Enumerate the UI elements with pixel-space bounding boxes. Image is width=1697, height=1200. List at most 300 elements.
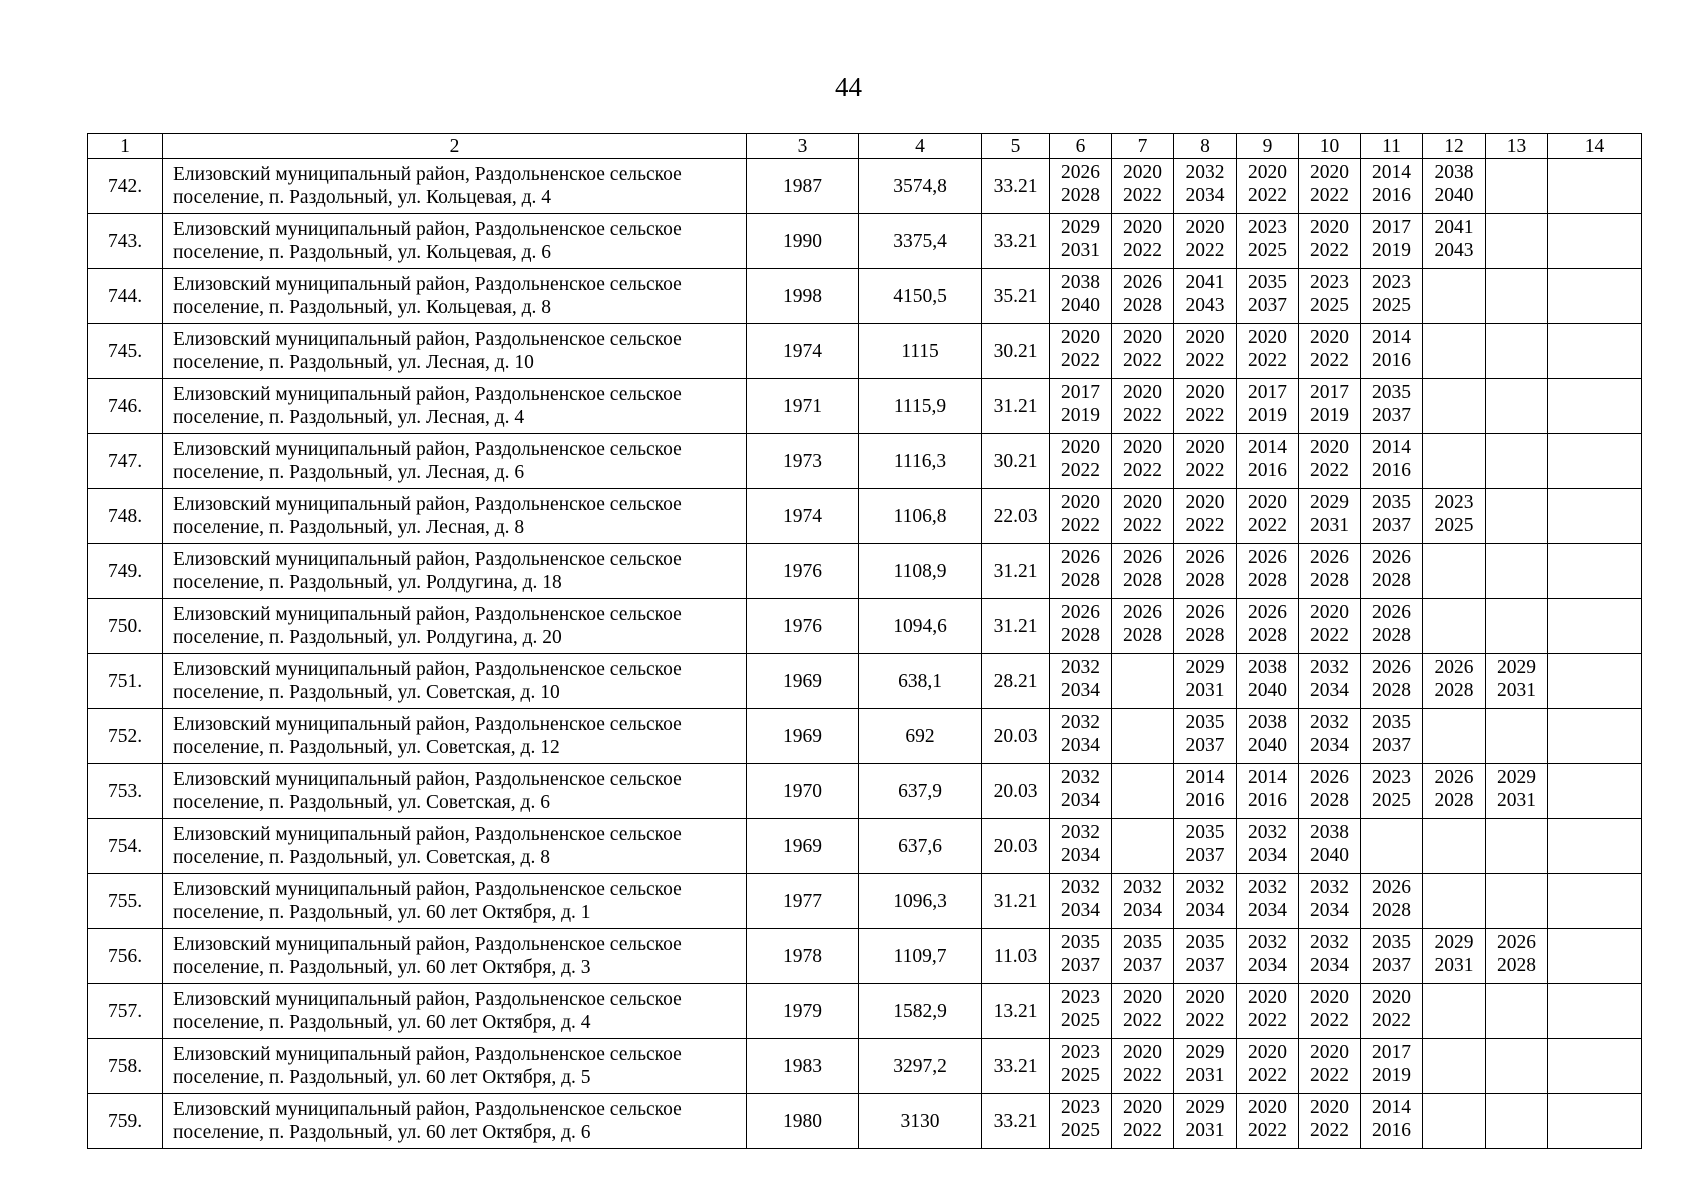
address-line: Елизовский муниципальный район, Раздольненское сельское: [173, 439, 682, 460]
period-cell: [1486, 819, 1548, 874]
period-end-year: 2031: [1497, 790, 1536, 811]
address-cell: [163, 874, 747, 929]
period-start-year: 2029: [1497, 767, 1536, 788]
period-cell: [1237, 214, 1299, 269]
period-cell: [1361, 159, 1423, 214]
period-end-year: 2016: [1372, 1120, 1411, 1141]
period-end-year: 2022: [1185, 240, 1225, 261]
period-end-year: 2022: [1310, 1065, 1349, 1086]
period-cell: [1361, 214, 1423, 269]
period-cell: [1050, 379, 1112, 434]
area-value: 4150,5: [859, 269, 982, 324]
period-end-year: 2028: [1372, 570, 1411, 591]
period-cell: [1548, 984, 1642, 1039]
period-end-year: 2028: [1434, 790, 1474, 811]
period-start-year: 2035: [1372, 932, 1411, 953]
period-cell: [1112, 1094, 1174, 1149]
period-cell: [1548, 214, 1642, 269]
period-start-year: 2017: [1372, 217, 1411, 238]
period-start-year: 2020: [1248, 1097, 1287, 1118]
period-start-year: 2026: [1185, 602, 1225, 623]
row-number: 746.: [88, 379, 163, 434]
period-start-year: 2035: [1061, 932, 1100, 953]
period-cell: [1299, 764, 1361, 819]
period-end-year: 2025: [1434, 515, 1474, 536]
period-start-year: 2032: [1061, 822, 1100, 843]
period-end-year: 2019: [1372, 240, 1411, 261]
period-cell: [1486, 489, 1548, 544]
period-cell: [1050, 819, 1112, 874]
wear-value: 33.21: [982, 1039, 1050, 1094]
period-end-year: 2031: [1185, 680, 1225, 701]
wear-value: 33.21: [982, 159, 1050, 214]
address-line: Елизовский муниципальный район, Раздольненское сельское: [173, 1044, 682, 1065]
period-end-year: 2037: [1185, 845, 1225, 866]
build-year: 1976: [747, 544, 859, 599]
period-end-year: 2022: [1310, 625, 1349, 646]
period-start-year: 2026: [1123, 602, 1162, 623]
period-cell: [1050, 874, 1112, 929]
period-end-year: 2022: [1310, 350, 1349, 371]
area-value: 1108,9: [859, 544, 982, 599]
address-cell: [163, 269, 747, 324]
wear-value: 11.03: [982, 929, 1050, 984]
period-start-year: 2020: [1310, 217, 1349, 238]
column-header: 14: [1548, 134, 1642, 159]
period-end-year: 2019: [1248, 405, 1287, 426]
period-cell: [1423, 599, 1486, 654]
period-cell: [1486, 214, 1548, 269]
period-cell: [1112, 434, 1174, 489]
column-header: 9: [1237, 134, 1299, 159]
period-end-year: 2025: [1061, 1010, 1100, 1031]
period-cell: [1361, 929, 1423, 984]
period-start-year: 2023: [1061, 1097, 1100, 1118]
period-start-year: 2038: [1248, 657, 1287, 678]
row-number: 754.: [88, 819, 163, 874]
period-start-year: 2020: [1123, 162, 1162, 183]
period-cell: [1361, 764, 1423, 819]
period-cell: [1361, 874, 1423, 929]
wear-value: 20.03: [982, 764, 1050, 819]
build-year: 1980: [747, 1094, 859, 1149]
period-start-year: 2032: [1248, 822, 1287, 843]
row-number: 752.: [88, 709, 163, 764]
area-value: 3297,2: [859, 1039, 982, 1094]
period-start-year: 2029: [1185, 657, 1225, 678]
period-cell: [1174, 764, 1237, 819]
period-cell: [1423, 379, 1486, 434]
period-end-year: 2022: [1061, 460, 1100, 481]
address-line: Елизовский муниципальный район, Раздольненское сельское: [173, 549, 682, 570]
period-cell: [1423, 489, 1486, 544]
period-end-year: 2037: [1248, 295, 1287, 316]
table-row: [88, 764, 1642, 819]
period-cell: [1486, 874, 1548, 929]
period-cell: [1050, 764, 1112, 819]
area-value: 1094,6: [859, 599, 982, 654]
address-line: Елизовский муниципальный район, Раздольненское сельское: [173, 769, 682, 790]
period-end-year: 2031: [1497, 680, 1536, 701]
period-cell: [1050, 1094, 1112, 1149]
period-end-year: 2028: [1123, 295, 1162, 316]
period-cell: [1050, 159, 1112, 214]
table-row: [88, 1039, 1642, 1094]
period-start-year: 2020: [1310, 1097, 1349, 1118]
period-cell: [1486, 599, 1548, 654]
period-end-year: 2028: [1248, 570, 1287, 591]
period-start-year: 2020: [1123, 217, 1162, 238]
period-cell: [1174, 929, 1237, 984]
period-cell: [1112, 159, 1174, 214]
period-cell: [1423, 709, 1486, 764]
period-cell: [1237, 929, 1299, 984]
period-start-year: 2032: [1061, 712, 1100, 733]
address-line: Елизовский муниципальный район, Раздольненское сельское: [173, 384, 682, 405]
address-line: поселение, п. Раздольный, ул. 60 лет Октября, д. 1: [173, 902, 591, 923]
period-start-year: 2035: [1123, 932, 1162, 953]
period-end-year: 2040: [1248, 735, 1287, 756]
build-year: 1990: [747, 214, 859, 269]
address-line: поселение, п. Раздольный, ул. 60 лет Октября, д. 4: [173, 1012, 591, 1033]
period-start-year: 2020: [1248, 492, 1287, 513]
column-header: 8: [1174, 134, 1237, 159]
area-value: 637,6: [859, 819, 982, 874]
address-cell: [163, 709, 747, 764]
period-end-year: 2031: [1185, 1120, 1225, 1141]
address-line: Елизовский муниципальный район, Раздольненское сельское: [173, 329, 682, 350]
table-row: [88, 709, 1642, 764]
address-cell: [163, 489, 747, 544]
row-number: 748.: [88, 489, 163, 544]
period-cell: [1237, 379, 1299, 434]
period-end-year: 2016: [1372, 460, 1411, 481]
period-end-year: 2022: [1123, 1010, 1162, 1031]
period-start-year: 2029: [1497, 657, 1536, 678]
period-end-year: 2022: [1185, 350, 1225, 371]
period-start-year: 2032: [1310, 932, 1349, 953]
period-end-year: 2028: [1248, 625, 1287, 646]
address-cell: [163, 324, 747, 379]
address-line: поселение, п. Раздольный, ул. Советская, д. 12: [173, 737, 560, 758]
period-cell: [1112, 269, 1174, 324]
period-cell: [1361, 654, 1423, 709]
period-end-year: 2016: [1185, 790, 1225, 811]
period-start-year: 2020: [1185, 987, 1225, 1008]
period-start-year: 2026: [1497, 932, 1536, 953]
build-year: 1971: [747, 379, 859, 434]
period-start-year: 2020: [1185, 382, 1225, 403]
period-cell: [1299, 544, 1361, 599]
period-cell: [1361, 984, 1423, 1039]
table-row: [88, 159, 1642, 214]
period-cell: [1237, 269, 1299, 324]
period-cell: [1050, 214, 1112, 269]
period-start-year: 2038: [1248, 712, 1287, 733]
address-line: поселение, п. Раздольный, ул. Лесная, д. 4: [173, 407, 525, 428]
area-value: 637,9: [859, 764, 982, 819]
period-end-year: 2022: [1123, 240, 1162, 261]
period-end-year: 2040: [1248, 680, 1287, 701]
period-cell: [1423, 874, 1486, 929]
period-end-year: 2037: [1372, 515, 1411, 536]
period-start-year: 2035: [1185, 822, 1225, 843]
period-cell: [1174, 819, 1237, 874]
period-start-year: 2035: [1248, 272, 1287, 293]
area-value: 1582,9: [859, 984, 982, 1039]
period-end-year: 2022: [1248, 515, 1287, 536]
period-cell: [1174, 544, 1237, 599]
period-cell: [1299, 819, 1361, 874]
period-end-year: 2034: [1061, 790, 1100, 811]
period-cell: [1112, 654, 1174, 709]
period-start-year: 2023: [1061, 1042, 1100, 1063]
address-line: поселение, п. Раздольный, ул. Советская, д. 10: [173, 682, 560, 703]
period-start-year: 2026: [1434, 657, 1474, 678]
area-value: 1116,3: [859, 434, 982, 489]
address-line: Елизовский муниципальный район, Раздольненское сельское: [173, 604, 682, 625]
row-number: 744.: [88, 269, 163, 324]
wear-value: 31.21: [982, 544, 1050, 599]
period-cell: [1112, 544, 1174, 599]
period-start-year: 2020: [1123, 1042, 1162, 1063]
period-start-year: 2014: [1248, 767, 1287, 788]
address-cell: [163, 379, 747, 434]
period-cell: [1361, 324, 1423, 379]
wear-value: 30.21: [982, 434, 1050, 489]
period-end-year: 2022: [1185, 405, 1225, 426]
address-line: поселение, п. Раздольный, ул. Лесная, д. 10: [173, 352, 534, 373]
address-line: поселение, п. Раздольный, ул. Лесная, д. 6: [173, 462, 525, 483]
table-body: [88, 159, 1642, 1149]
period-end-year: 2025: [1372, 295, 1411, 316]
period-cell: [1548, 709, 1642, 764]
period-end-year: 2028: [1185, 570, 1225, 591]
period-cell: [1361, 1039, 1423, 1094]
period-cell: [1237, 984, 1299, 1039]
column-header: 5: [982, 134, 1050, 159]
period-cell: [1174, 214, 1237, 269]
row-number: 750.: [88, 599, 163, 654]
period-end-year: 2034: [1310, 680, 1349, 701]
address-line: Елизовский муниципальный район, Раздольненское сельское: [173, 494, 682, 515]
period-start-year: 2026: [1185, 547, 1225, 568]
period-cell: [1237, 874, 1299, 929]
address-line: поселение, п. Раздольный, ул. Ролдугина, д. 18: [173, 572, 562, 593]
column-header: 2: [163, 134, 747, 159]
period-end-year: 2037: [1372, 955, 1411, 976]
period-cell: [1486, 984, 1548, 1039]
period-cell: [1486, 379, 1548, 434]
period-start-year: 2020: [1310, 327, 1349, 348]
address-line: поселение, п. Раздольный, ул. 60 лет Октября, д. 6: [173, 1122, 591, 1143]
period-start-year: 2014: [1372, 162, 1411, 183]
period-cell: [1423, 819, 1486, 874]
period-cell: [1486, 324, 1548, 379]
period-end-year: 2022: [1310, 1120, 1349, 1141]
period-cell: [1361, 269, 1423, 324]
period-cell: [1174, 1094, 1237, 1149]
period-start-year: 2026: [1061, 547, 1100, 568]
period-start-year: 2020: [1310, 1042, 1349, 1063]
period-end-year: 2034: [1248, 955, 1287, 976]
period-cell: [1423, 544, 1486, 599]
period-end-year: 2028: [1372, 900, 1411, 921]
period-cell: [1299, 709, 1361, 764]
period-start-year: 2032: [1310, 657, 1349, 678]
period-start-year: 2020: [1310, 162, 1349, 183]
period-end-year: 2022: [1185, 515, 1225, 536]
period-start-year: 2026: [1123, 272, 1162, 293]
address-line: поселение, п. Раздольный, ул. Лесная, д. 8: [173, 517, 525, 538]
period-end-year: 2034: [1310, 900, 1349, 921]
wear-value: 20.03: [982, 819, 1050, 874]
period-cell: [1486, 269, 1548, 324]
period-end-year: 2028: [1185, 625, 1225, 646]
period-end-year: 2028: [1372, 680, 1411, 701]
period-end-year: 2016: [1372, 350, 1411, 371]
address-line: Елизовский муниципальный район, Раздольненское сельское: [173, 219, 682, 240]
period-cell: [1423, 929, 1486, 984]
build-year: 1969: [747, 654, 859, 709]
period-end-year: 2022: [1061, 350, 1100, 371]
period-start-year: 2023: [1061, 987, 1100, 1008]
address-cell: [163, 654, 747, 709]
area-value: 692: [859, 709, 982, 764]
address-line: Елизовский муниципальный район, Раздольненское сельское: [173, 714, 682, 735]
period-cell: [1299, 214, 1361, 269]
period-start-year: 2020: [1123, 1097, 1162, 1118]
period-start-year: 2032: [1248, 932, 1287, 953]
period-cell: [1423, 324, 1486, 379]
address-cell: [163, 1039, 747, 1094]
area-value: 1109,7: [859, 929, 982, 984]
period-cell: [1423, 159, 1486, 214]
period-cell: [1299, 599, 1361, 654]
period-start-year: 2020: [1061, 437, 1100, 458]
build-year: 1983: [747, 1039, 859, 1094]
period-end-year: 2022: [1372, 1010, 1411, 1031]
period-end-year: 2034: [1123, 900, 1162, 921]
period-cell: [1237, 1039, 1299, 1094]
period-cell: [1361, 819, 1423, 874]
table-row: [88, 654, 1642, 709]
period-end-year: 2028: [1123, 570, 1162, 591]
row-number: 758.: [88, 1039, 163, 1094]
period-start-year: 2020: [1123, 382, 1162, 403]
wear-value: 31.21: [982, 874, 1050, 929]
period-cell: [1299, 324, 1361, 379]
area-value: 1096,3: [859, 874, 982, 929]
period-start-year: 2014: [1248, 437, 1287, 458]
address-line: поселение, п. Раздольный, ул. Советская, д. 6: [173, 792, 550, 813]
build-year: 1970: [747, 764, 859, 819]
period-cell: [1050, 324, 1112, 379]
table-row: [88, 544, 1642, 599]
address-line: Елизовский муниципальный район, Раздольненское сельское: [173, 824, 682, 845]
period-end-year: 2028: [1372, 625, 1411, 646]
period-start-year: 2029: [1310, 492, 1349, 513]
wear-value: 31.21: [982, 379, 1050, 434]
period-cell: [1112, 599, 1174, 654]
period-cell: [1112, 984, 1174, 1039]
table-row: [88, 489, 1642, 544]
build-year: 1969: [747, 819, 859, 874]
period-start-year: 2026: [1372, 547, 1411, 568]
period-cell: [1361, 709, 1423, 764]
period-end-year: 2019: [1061, 405, 1100, 426]
period-end-year: 2022: [1248, 1065, 1287, 1086]
period-start-year: 2014: [1372, 327, 1411, 348]
address-line: поселение, п. Раздольный, ул. Кольцевая, д. 4: [173, 187, 552, 208]
period-start-year: 2026: [1434, 767, 1474, 788]
period-start-year: 2026: [1310, 767, 1349, 788]
period-start-year: 2017: [1061, 382, 1100, 403]
period-start-year: 2035: [1372, 382, 1411, 403]
period-cell: [1237, 1094, 1299, 1149]
address-cell: [163, 929, 747, 984]
period-start-year: 2023: [1434, 492, 1474, 513]
build-year: 1974: [747, 324, 859, 379]
column-header: 7: [1112, 134, 1174, 159]
period-start-year: 2026: [1061, 162, 1100, 183]
period-cell: [1299, 654, 1361, 709]
period-cell: [1548, 1094, 1642, 1149]
period-end-year: 2022: [1185, 1010, 1225, 1031]
address-line: Елизовский муниципальный район, Раздольненское сельское: [173, 1099, 682, 1120]
period-start-year: 2017: [1248, 382, 1287, 403]
period-end-year: 2034: [1061, 680, 1100, 701]
period-end-year: 2016: [1372, 185, 1411, 206]
table-row: [88, 819, 1642, 874]
period-cell: [1548, 379, 1642, 434]
row-number: 745.: [88, 324, 163, 379]
period-start-year: 2020: [1310, 602, 1349, 623]
period-cell: [1361, 1094, 1423, 1149]
period-end-year: 2022: [1061, 515, 1100, 536]
period-start-year: 2026: [1248, 602, 1287, 623]
period-start-year: 2032: [1061, 767, 1100, 788]
period-end-year: 2034: [1061, 900, 1100, 921]
period-end-year: 2022: [1310, 240, 1349, 261]
period-cell: [1486, 434, 1548, 489]
period-cell: [1423, 654, 1486, 709]
address-line: Елизовский муниципальный район, Раздольненское сельское: [173, 879, 682, 900]
period-end-year: 2028: [1434, 680, 1474, 701]
period-start-year: 2029: [1061, 217, 1100, 238]
address-cell: [163, 764, 747, 819]
period-cell: [1050, 1039, 1112, 1094]
period-start-year: 2041: [1434, 217, 1474, 238]
period-end-year: 2034: [1061, 735, 1100, 756]
period-start-year: 2020: [1310, 437, 1349, 458]
period-end-year: 2016: [1248, 790, 1287, 811]
address-cell: [163, 159, 747, 214]
period-cell: [1299, 929, 1361, 984]
build-year: 1979: [747, 984, 859, 1039]
period-cell: [1174, 984, 1237, 1039]
period-cell: [1050, 269, 1112, 324]
period-start-year: 2020: [1061, 492, 1100, 513]
period-end-year: 2043: [1185, 295, 1225, 316]
period-cell: [1361, 489, 1423, 544]
period-cell: [1050, 929, 1112, 984]
period-cell: [1299, 489, 1361, 544]
period-start-year: 2026: [1248, 547, 1287, 568]
wear-value: 30.21: [982, 324, 1050, 379]
period-start-year: 2029: [1185, 1097, 1225, 1118]
build-year: 1978: [747, 929, 859, 984]
